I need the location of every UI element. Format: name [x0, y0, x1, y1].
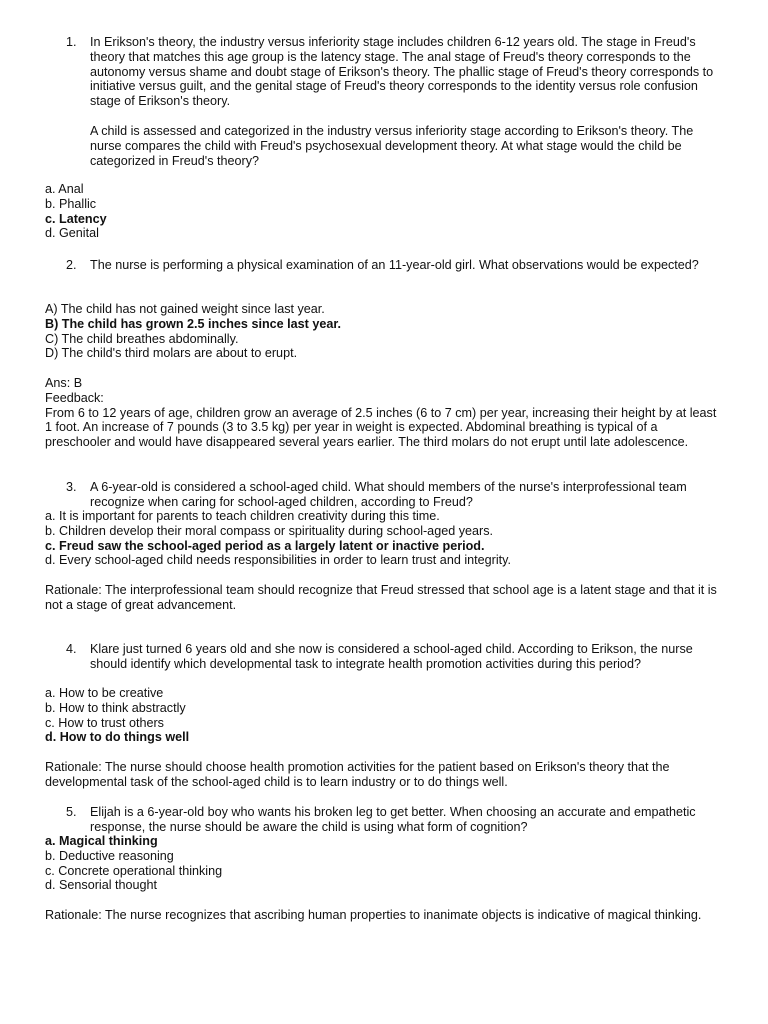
option-d: d. Genital [45, 226, 99, 241]
question-stem: Klare just turned 6 years old and she now is considered a school-aged child. According to Erikson, the nurse should identify which developmental task to integrate health promotion activities during this period? [90, 642, 693, 671]
rationale-q4: Rationale: The nurse should choose health promotion activities for the patient based on Erikson's theory that the developmental task of the school-aged child is to learn industry or to do things well. [45, 760, 670, 789]
options-q3 [45, 509, 725, 568]
option-d-correct: d. How to do things well [45, 730, 190, 745]
option-d: d. Every school-aged child needs responsibilities in order to learn trust and integrity. [45, 553, 511, 568]
option-c: c. Concrete operational thinking [45, 863, 223, 878]
options-q2 [45, 302, 725, 361]
option-a: a. Anal [45, 182, 84, 196]
feedback-text: From 6 to 12 years of age, children grow an average of 2.5 inches (6 to 7 cm) per year, increasing their height by at least 1 foot. An increase of 7 pounds (3 to 3.5 kg) per year in weight is expected. Abdominal breathing is typical of a preschooler and would have disappeared several years earlier. The third molars do not erupt until late adolescence. [45, 405, 717, 450]
question-stem: A 6-year-old is considered a school-aged child. What should members of the nurse's interprofessional team recognize when caring for school-aged children, according to Freud? [90, 480, 687, 509]
question-stem: The nurse is performing a physical examination of an 11-year-old girl. What observations would be expected? [90, 258, 699, 272]
option-c: c. How to trust others [45, 715, 164, 730]
option-b: b. Phallic [45, 196, 97, 211]
rationale-q5: Rationale: The nurse recognizes that ascribing human properties to inanimate objects is indicative of magical thinking. [45, 908, 702, 922]
question-number: 5. [66, 805, 77, 819]
option-d: d. Sensorial thought [45, 878, 158, 893]
options-q4 [45, 686, 725, 745]
question-stem-continued: A child is assessed and categorized in the industry versus inferiority stage according to Erikson's theory. The nurse compares the child with Freud's psychosexual development theory. At what stage would the child be categorized in Freud's theory? [90, 124, 694, 168]
question-number: 1. [66, 35, 77, 49]
option-b: b. Children develop their moral compass or spirituality during school-aged years. [45, 523, 493, 538]
question-number: 2. [66, 258, 77, 272]
question-stem: Elijah is a 6-year-old boy who wants his broken leg to get better. When choosing an accurate and empathetic response, the nurse should be aware the child is using what form of cognition? [90, 805, 696, 834]
options-q5 [45, 834, 725, 893]
option-c-correct: c. Latency [45, 211, 107, 226]
option-b: b. Deductive reasoning [45, 848, 174, 863]
option-b-correct: B) The child has grown 2.5 inches since last year. [45, 316, 342, 331]
option-a: a. It is important for parents to teach children creativity during this time. [45, 509, 440, 523]
question-number: 4. [66, 642, 77, 656]
answer-q2 [45, 376, 725, 450]
feedback-label: Feedback: [45, 390, 104, 405]
answer-key: Ans: B [45, 376, 83, 390]
option-c: C) The child breathes abdominally. [45, 331, 239, 346]
option-c-correct: c. Freud saw the school-aged period as a largely latent or inactive period. [45, 538, 485, 553]
option-a: a. How to be creative [45, 686, 164, 700]
option-a-correct: a. Magical thinking [45, 834, 158, 848]
question-number: 3. [66, 480, 77, 494]
option-a: A) The child has not gained weight since last year. [45, 302, 325, 316]
option-d: D) The child's third molars are about to erupt. [45, 346, 298, 361]
options-q1 [45, 182, 725, 241]
question-stem: In Erikson's theory, the industry versus inferiority stage includes children 6-12 years old. The stage in Freud's theory that matches this age group is the latency stage. The anal stage of Freud's theory corresponds to the autonomy versus shame and doubt stage of Erikson's theory. The phallic stage of Freud's theory corresponds to initiative versus guilt, and the genital stage of Freud's theory corresponds to the identity versus role confusion stage of Erikson's theory. [90, 35, 714, 109]
option-b: b. How to think abstractly [45, 700, 186, 715]
rationale-q3: Rationale: The interprofessional team should recognize that Freud stressed that school age is a latent stage and that it is not a stage of great advancement. [45, 583, 717, 612]
